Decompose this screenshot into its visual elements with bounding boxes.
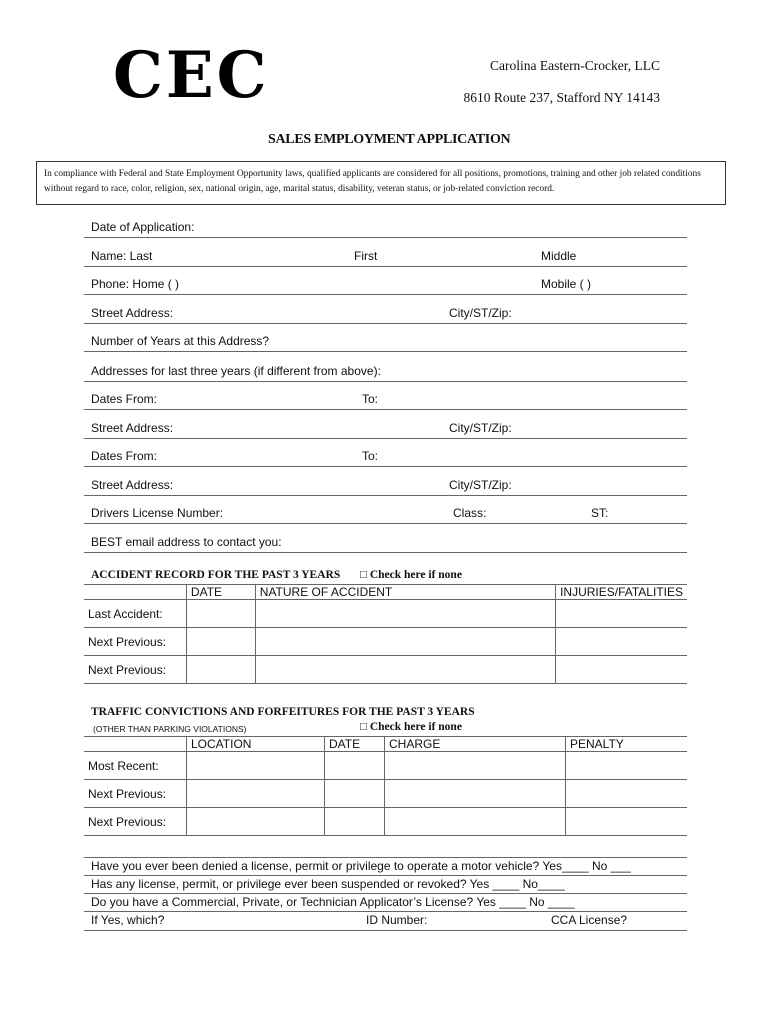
company-name: Carolina Eastern-Crocker, LLC: [489, 58, 660, 73]
traffic-header-location: LOCATION: [187, 737, 325, 752]
traffic-cell[interactable]: [325, 780, 385, 808]
table-row: [84, 752, 687, 780]
prior-addresses-field[interactable]: [84, 380, 687, 382]
traffic-cell[interactable]: [566, 780, 688, 808]
traffic-header-empty: [84, 737, 187, 752]
accident-row-label: Next Previous:: [84, 628, 186, 656]
dates-field-1[interactable]: [84, 408, 687, 410]
accident-cell[interactable]: [556, 628, 687, 656]
traffic-table: [84, 736, 687, 836]
traffic-row-label: Most Recent:: [84, 752, 187, 780]
city-st-zip-label-2: City/ST/Zip:: [449, 421, 512, 435]
accident-cell[interactable]: [186, 656, 255, 684]
accident-cell[interactable]: [556, 656, 687, 684]
years-at-address-field[interactable]: [84, 350, 687, 352]
dates-field-2[interactable]: [84, 465, 687, 467]
traffic-header-date: DATE: [325, 737, 385, 752]
street-address-label-3: Street Address:: [91, 478, 174, 492]
traffic-convictions-title: TRAFFIC CONVICTIONS AND FORFEITURES FOR THE PAST 3 YEARS: [91, 706, 475, 718]
dates-from-label-2: Dates From:: [91, 449, 158, 463]
accident-cell[interactable]: [556, 600, 687, 628]
date-of-application-field[interactable]: [84, 236, 687, 238]
traffic-row-label: Next Previous:: [84, 808, 187, 836]
traffic-cell[interactable]: [385, 780, 566, 808]
street-address-field-3[interactable]: [84, 494, 687, 496]
accident-record-title: ACCIDENT RECORD FOR THE PAST 3 YEARS: [91, 569, 341, 581]
name-middle-label: Middle: [541, 249, 577, 263]
question-cca-license: CCA License?: [551, 913, 628, 927]
phone-home-label: Phone: Home ( ): [91, 277, 180, 291]
table-row: [84, 808, 687, 836]
table-row: [84, 656, 687, 684]
question-denied-license: Have you ever been denied a license, permit or privilege to operate a motor vehicle? Yes____ No ___: [91, 859, 631, 873]
traffic-row-label: Next Previous:: [84, 780, 187, 808]
question-rule-2: [84, 892, 687, 894]
accident-cell[interactable]: [255, 628, 555, 656]
accident-header-empty: [84, 585, 186, 600]
traffic-header-charge: CHARGE: [385, 737, 566, 752]
company-logo: CEC: [113, 38, 270, 113]
traffic-convictions-subtitle: (OTHER THAN PARKING VIOLATIONS): [93, 724, 247, 734]
accident-table: [84, 584, 687, 684]
traffic-cell[interactable]: [566, 752, 688, 780]
accident-header-nature: NATURE OF ACCIDENT: [255, 585, 555, 600]
prior-addresses-label: Addresses for last three years (if different from above):: [91, 364, 381, 378]
question-id-number: ID Number:: [366, 913, 428, 927]
question-applicator-license: Do you have a Commercial, Private, or Technician Applicator’s License? Yes ____ No ____: [91, 895, 575, 909]
city-st-zip-label: City/ST/Zip:: [449, 306, 512, 320]
traffic-cell[interactable]: [385, 752, 566, 780]
years-at-address-label: Number of Years at this Address?: [91, 334, 270, 348]
eeo-notice: In compliance with Federal and State Employment Opportunity laws, qualified applicants are considered for all positions, promotions, training and other job related conditions without regard to race, color, religion, sex, national origin, age, marital status, disability, veteran status, or job-related conviction record.: [36, 161, 726, 205]
form-title-text: SALES EMPLOYMENT APPLICATION: [268, 132, 511, 147]
traffic-cell[interactable]: [187, 752, 325, 780]
drivers-license-field[interactable]: [84, 522, 687, 524]
question-rule-4[interactable]: [84, 929, 687, 931]
question-rule-1: [84, 874, 687, 876]
table-row: [84, 628, 687, 656]
accident-row-label: Next Previous:: [84, 656, 186, 684]
accident-header-date: DATE: [186, 585, 255, 600]
street-address-field-2[interactable]: [84, 437, 687, 439]
question-rule-3: [84, 910, 687, 912]
question-which-license: If Yes, which?: [91, 913, 165, 927]
accident-cell[interactable]: [186, 600, 255, 628]
accident-cell[interactable]: [255, 600, 555, 628]
name-last-label: Name: Last: [91, 249, 153, 263]
table-row: [84, 600, 687, 628]
email-field[interactable]: [84, 551, 687, 553]
date-of-application-label: Date of Application:: [91, 220, 195, 234]
form-title: [268, 132, 510, 149]
traffic-none-checkbox[interactable]: □ Check here if none: [360, 721, 462, 733]
dates-to-label-2: To:: [362, 449, 379, 463]
questions-top-rule: [84, 856, 687, 858]
traffic-cell[interactable]: [325, 808, 385, 836]
email-label: BEST email address to contact you:: [91, 535, 282, 549]
traffic-header-penalty: PENALTY: [566, 737, 688, 752]
name-first-label: First: [354, 249, 378, 263]
company-address: 8610 Route 237, Stafford NY 14143: [463, 90, 660, 105]
dates-from-label: Dates From:: [91, 392, 158, 406]
traffic-cell[interactable]: [566, 808, 688, 836]
traffic-cell[interactable]: [385, 808, 566, 836]
accident-none-checkbox[interactable]: □ Check here if none: [360, 569, 462, 581]
table-row: [84, 780, 687, 808]
phone-mobile-label: Mobile ( ): [541, 277, 592, 291]
dates-to-label: To:: [362, 392, 379, 406]
name-field[interactable]: [84, 265, 687, 267]
traffic-cell[interactable]: [187, 780, 325, 808]
accident-cell[interactable]: [186, 628, 255, 656]
accident-header-injuries: INJURIES/FATALITIES: [556, 585, 687, 600]
street-address-label-2: Street Address:: [91, 421, 174, 435]
street-address-field[interactable]: [84, 322, 687, 324]
street-address-label: Street Address:: [91, 306, 174, 320]
traffic-cell[interactable]: [325, 752, 385, 780]
license-class-label: Class:: [453, 506, 487, 520]
drivers-license-label: Drivers License Number:: [91, 506, 224, 520]
accident-row-label: Last Accident:: [84, 600, 186, 628]
license-state-label: ST:: [591, 506, 609, 520]
city-st-zip-label-3: City/ST/Zip:: [449, 478, 512, 492]
question-suspended-license: Has any license, permit, or privilege ever been suspended or revoked? Yes ____ No____: [91, 877, 565, 891]
traffic-cell[interactable]: [187, 808, 325, 836]
accident-cell[interactable]: [255, 656, 555, 684]
phone-field[interactable]: [84, 293, 687, 295]
